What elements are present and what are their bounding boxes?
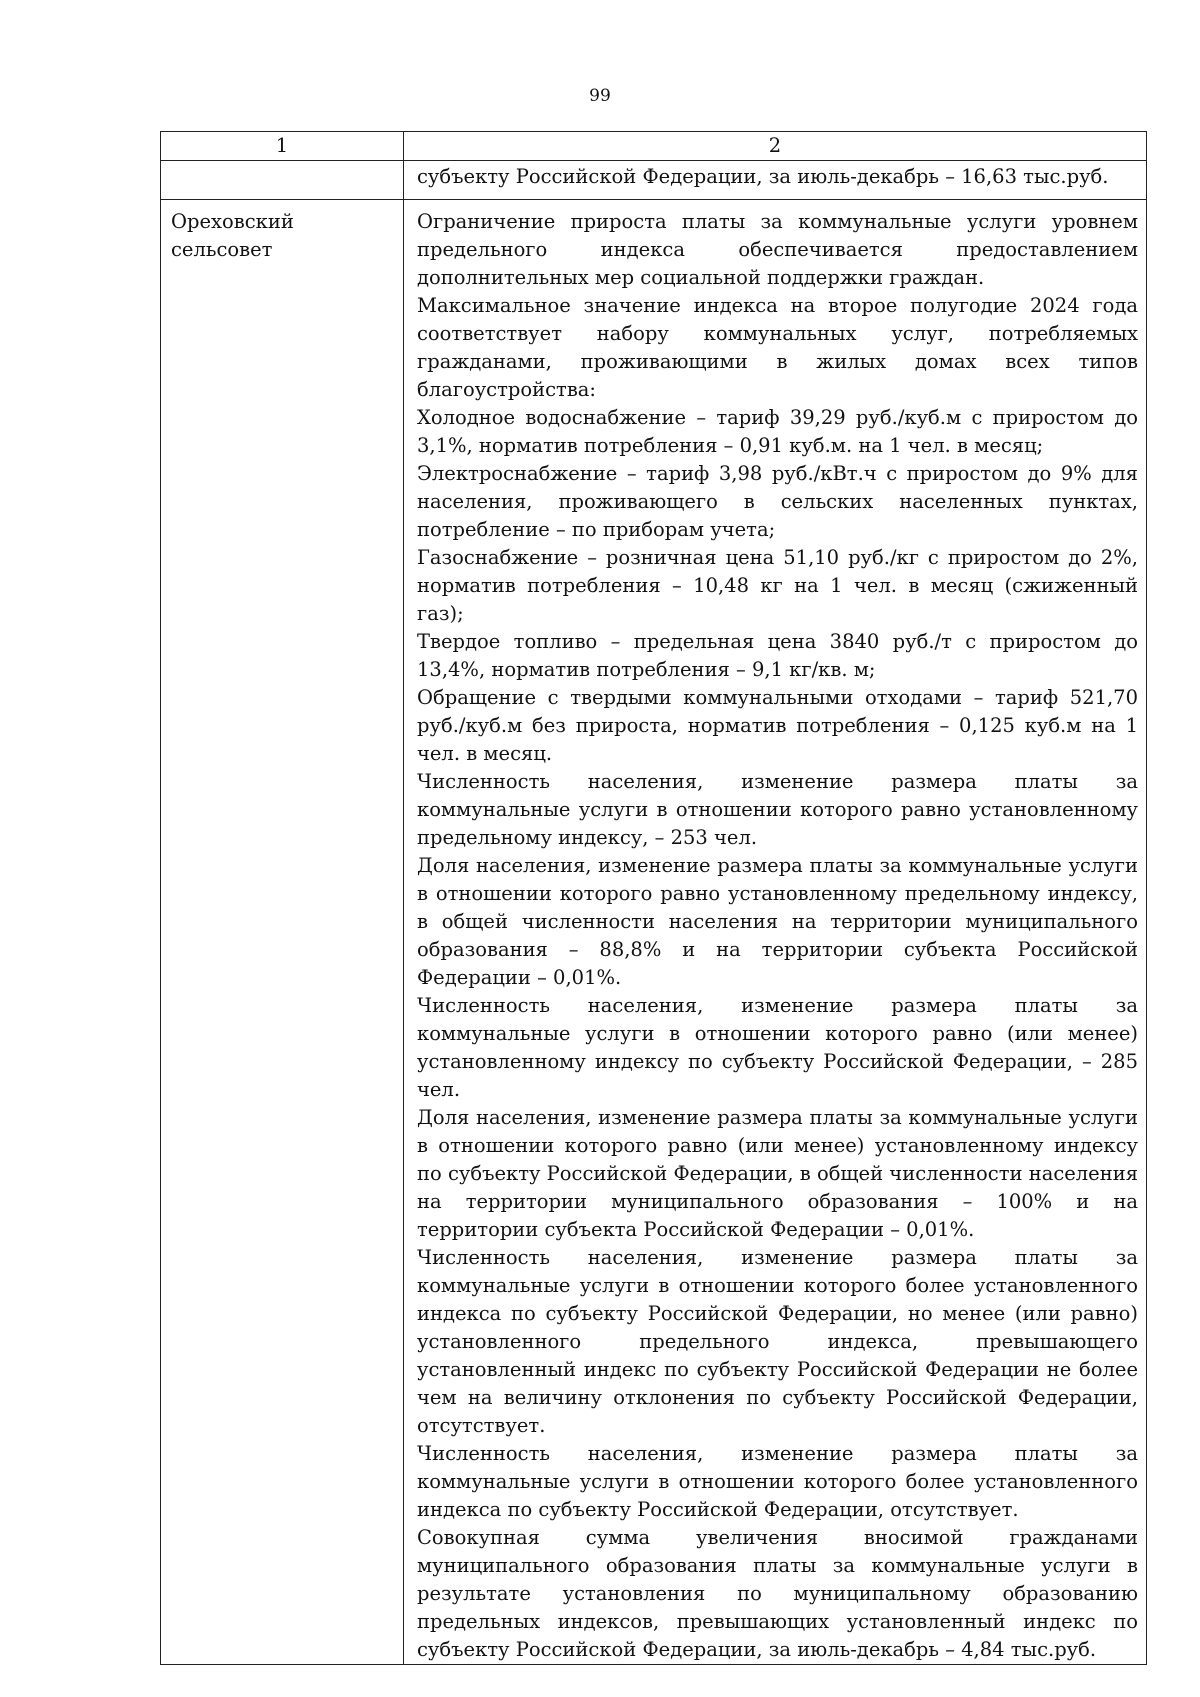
continuation-entity-cell [161,161,404,200]
table-row-orekhovsky [161,200,1147,1665]
paragraph-cold-water: Холодное водоснабжение – тариф 39,29 руб./куб.м с приростом до 3,1%, норматив потребления – 0,91 куб.м. на 1 чел. в месяц; [417,406,1138,457]
entity-name-line1: Ореховский [171,210,294,233]
column-header-2: 2 [404,132,1147,161]
paragraph-share-equal: Доля населения, изменение размера платы за коммунальные услуги в отношении которого равно установленному предельному индексу, в общей численности населения на территории муниципального образования – 88,8% и на территории субъекта Российской Федерации – 0,01%. [417,854,1138,989]
description-cell [404,200,1147,1665]
paragraph-limit-measures: Ограничение прироста платы за коммунальные услуги уровнем предельного индекса обеспечивается предоставлением дополнительных мер социальной поддержки граждан. [417,210,1138,289]
data-table [160,131,1147,1665]
paragraph-max-index: Максимальное значение индекса на второе полугодие 2024 года соответствует набору коммунальных услуг, потребляемых гражданами, проживающими в жилых домах всех типов благоустройства: [417,294,1138,401]
paragraph-population-more: Численность населения, изменение размера платы за коммунальные услуги в отношении которого более установленного индекса по субъекту Российской Федерации, отсутствует. [417,1442,1138,1521]
paragraph-electricity: Электроснабжение – тариф 3,98 руб./кВт.ч с приростом до 9% для населения, проживающего в сельских населенных пунктах, потребление – по приборам учета; [417,462,1138,541]
continuation-text-cell [404,161,1147,200]
paragraph-total-increase: Совокупная сумма увеличения вносимой гражданами муниципального образования платы за коммунальные услуги в результате установления по муниципальному образованию предельных индексов, превышающих установленный индекс по субъекту Российской Федерации, за июль-декабрь – 4,84 тыс.руб. [417,1526,1138,1661]
paragraph-population-less: Численность населения, изменение размера платы за коммунальные услуги в отношении которого равно (или менее) установленному индексу по субъекту Российской Федерации, – 285 чел. [417,994,1138,1101]
continuation-text: субъекту Российской Федерации, за июль-декабрь – 16,63 тыс.руб. [417,165,1109,188]
paragraph-solid-fuel: Твердое топливо – предельная цена 3840 руб./т с приростом до 13,4%, норматив потребления – 9,1 кг/кв. м; [417,630,1138,681]
page-number: 99 [589,86,611,106]
entity-cell [161,200,404,1665]
paragraph-waste: Обращение с твердыми коммунальными отходами – тариф 521,70 руб./куб.м без прироста, норматив потребления – 0,125 куб.м на 1 чел. в месяц. [417,686,1138,765]
paragraph-share-less: Доля населения, изменение размера платы за коммунальные услуги в отношении которого равно (или менее) установленному индексу по субъекту Российской Федерации, в общей численности населения на территории муниципального образования – 100% и на территории субъекта Российской Федерации – 0,01%. [417,1106,1138,1241]
column-header-1: 1 [161,132,404,161]
paragraph-population-equal: Численность населения, изменение размера платы за коммунальные услуги в отношении которого равно установленному предельному индексу, – 253 чел. [417,770,1138,849]
entity-name-line2: сельсовет [171,238,273,261]
paragraph-gas: Газоснабжение – розничная цена 51,10 руб./кг с приростом до 2%, норматив потребления – 10,48 кг на 1 чел. в месяц (сжиженный газ); [417,546,1138,625]
table-row-continuation [161,161,1147,200]
paragraph-population-more-within: Численность населения, изменение размера платы за коммунальные услуги в отношении которого более установленного индекса по субъекту Российской Федерации, но менее (или равно) установленного предельного индекса, превышающего установленный индекс по субъекту Российской Федерации не более чем на величину отклонения по субъекту Российской Федерации, отсутствует. [417,1246,1138,1437]
table-header-row [161,132,1147,161]
